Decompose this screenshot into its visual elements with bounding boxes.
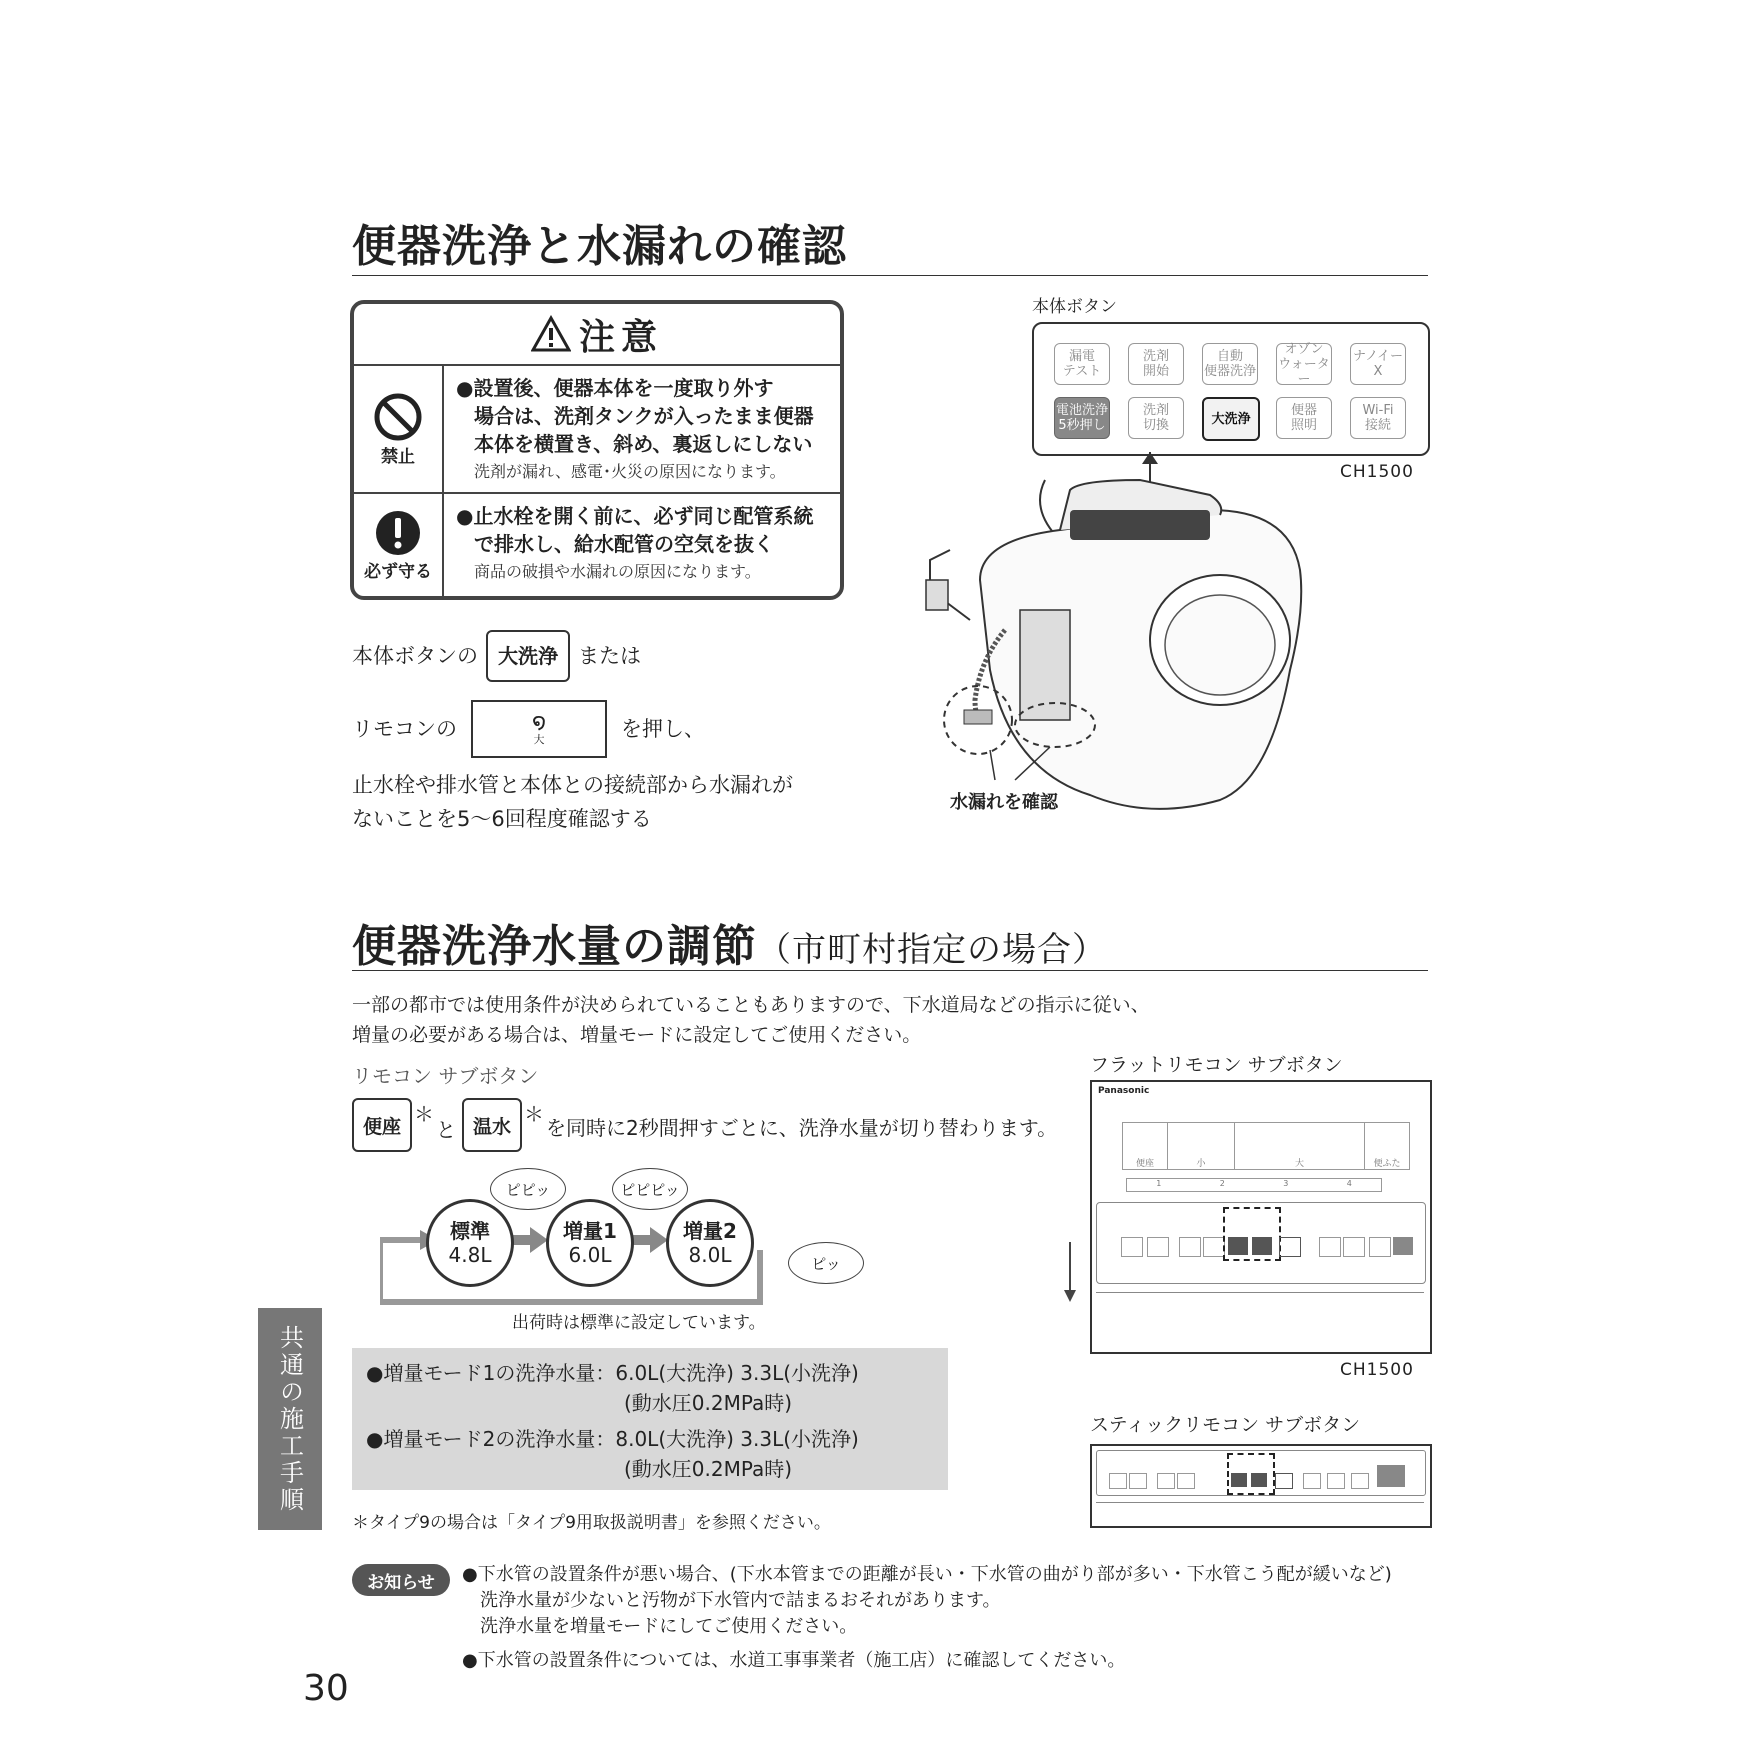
combo-instruction: 便座 ＊ と 温水 ＊ を同時に2秒間押すごとに、洗浄水量が切り替わります。 [352,1098,1057,1152]
spec-box [352,1348,948,1490]
shipping-note: 出荷時は標準に設定しています。 [512,1313,766,1333]
mode-increase2 [666,1199,754,1287]
caution-icon-cell [354,494,444,596]
mode-name: 標準 [450,1219,490,1243]
section1-title: 便器洗浄と水漏れの確認 [352,221,847,272]
caution-line: で排水し、給水配管の空気を抜く [474,532,774,556]
caution-row-prohibit [354,366,840,494]
caution-box [350,300,844,600]
section2-intro [352,990,1150,1050]
caution-line: ●止水栓を開く前に、必ず同じ配管系統 [456,504,814,528]
side-tab: 共通の施工手順 [258,1308,322,1530]
mandatory-label: 必ず守る [364,561,432,582]
toilet-illustration [920,450,1340,820]
instr-text: リモコンの [352,717,457,741]
instr-text: 本体ボタンの [352,644,478,668]
mode-volume: 8.0L [688,1243,732,1267]
panel-button: 電池洗浄 5秒押し [1054,397,1110,439]
flat-remote-keys [1122,1122,1410,1170]
notice-line: 洗浄水量が少ないと汚物が下水管内で詰まるおそれがあります。 [480,1590,1001,1611]
notice-badge: お知らせ [352,1564,450,1596]
large-flush-key: 大 [1235,1123,1365,1169]
small-flush-key: 小 [1168,1123,1235,1169]
body-button-panel [1032,322,1430,456]
instruction-line2 [352,700,705,758]
caution-header [354,304,840,366]
spec-line: (動水圧0.2MPa時) [624,1457,793,1481]
notice-line: 洗浄水量を増量モードにしてご使用ください。 [480,1616,858,1637]
caution-title: 注意 [578,316,663,358]
flat-sub-panel [1096,1202,1426,1284]
panel-button: 漏電 テスト [1054,343,1110,385]
warm-water-button-ref: 温水 [462,1098,522,1152]
instr-text: または [578,644,641,668]
title-rule [352,970,1428,971]
caution-row-mandatory [354,494,840,596]
mode-volume: 4.8L [448,1243,492,1267]
slide-down-arrow-icon [1062,1240,1078,1304]
stick-remote-label: スティックリモコン サブボタン [1090,1414,1361,1436]
spec-line: ●増量モード1の洗浄水量：6.0L(大洗浄) 3.3L(小洗浄) [366,1361,859,1385]
caution-line: 本体を横置き、斜め、裏返しにしない [474,432,813,456]
flush-swirl-icon: ໑ [531,710,547,735]
panel-button: 便器 照明 [1276,397,1332,439]
instruction-line1 [352,630,641,682]
caution-note: 商品の破損や水漏れの原因になります。 [474,562,761,581]
instr-text: を押し、 [621,717,705,741]
mode-volume: 6.0L [568,1243,612,1267]
seat-button-ref: 便座 [352,1098,412,1152]
warm-water-sub-button [1252,1237,1272,1255]
panel-button-large-flush: 大洗浄 [1202,397,1260,441]
notice-line: ●下水管の設置条件が悪い場合、(下水本管までの距離が長い・下水管の曲がり部が多い・下水管こう配が緩いなど) [462,1564,1392,1585]
footnote: ＊タイプ9の場合は「タイプ9用取扱説明書」を参照ください。 [352,1513,831,1533]
level-number: 4 [1346,1179,1352,1188]
remote-sub-label: リモコン サブボタン [352,1064,539,1088]
stick-remote [1090,1444,1432,1528]
prohibit-icon [373,392,423,442]
remote-large-flush-ref [471,700,607,758]
panel-button: オゾン ウォーター [1276,343,1332,385]
flat-remote-label: フラットリモコン サブボタン [1090,1054,1343,1076]
warning-triangle-icon [531,315,571,353]
panel-button: 洗剤 切換 [1128,397,1184,439]
mode-standard [426,1199,514,1287]
caution-line: ●設置後、便器本体を一度取り外す [456,376,774,400]
beep-bubble: ピッ [788,1242,864,1284]
seat-key: 便座 [1123,1123,1168,1169]
mode-name: 増量2 [683,1219,737,1243]
caution-line: 場合は、洗剤タンクが入ったまま便器 [474,404,814,428]
large-flush-button-ref: 大洗浄 [486,630,570,682]
remote-button-label: 大 [533,733,545,746]
title-rule [352,275,1428,276]
level-number: 2 [1219,1179,1225,1188]
panel-button: Wi-Fi 接続 [1350,397,1406,439]
instruction-line3: 止水栓や排水管と本体との接続部から水漏れが [352,773,793,797]
model-number: CH1500 [1340,462,1414,482]
section2-title-sub: （市町村指定の場合） [757,930,1107,970]
section2-title-main: 便器洗浄水量の調節 [352,921,757,972]
section2-title [352,910,1107,974]
intro-line: 増量の必要がある場合は、増量モードに設定してご使用ください。 [352,1024,922,1046]
leak-check-label: 水漏れを確認 [950,792,1058,813]
instruction-line4: ないことを5〜6回程度確認する [352,807,652,831]
seat-sub-button [1228,1237,1248,1255]
mode-increase1 [546,1199,634,1287]
spec-line: (動水圧0.2MPa時) [624,1391,793,1415]
caution-note: 洗剤が漏れ、感電･火災の原因になります。 [474,462,786,481]
flat-model-number: CH1500 [1340,1360,1414,1380]
caution-text [444,494,840,596]
page-number: 30 [303,1668,349,1709]
prohibit-label: 禁止 [381,446,415,467]
panel-label: 本体ボタン [1032,297,1117,317]
and-text: と [436,1118,456,1142]
lid-key: 便ふた [1373,1159,1401,1169]
level-number: 1 [1156,1179,1162,1188]
spec-line: ●増量モード2の洗浄水量：8.0L(大洗浄) 3.3L(小洗浄) [366,1427,859,1451]
panel-button: ナノイーX [1350,343,1406,385]
mode-name: 増量1 [563,1219,617,1243]
level-bar [1126,1178,1382,1192]
beep-bubble: ピピピッ [612,1168,688,1210]
notice-line: ●下水管の設置条件については、水道工事事業者（施工店）に確認してください。 [462,1650,1126,1671]
beep-bubble: ピピッ [490,1168,566,1210]
caution-icon-cell [354,366,444,492]
flat-remote [1090,1080,1432,1354]
panel-button: 自動 便器洗浄 [1202,343,1258,385]
intro-line: 一部の都市では使用条件が決められていることもありますので、下水道局などの指示に従い、 [352,994,1150,1016]
brand-logo: Panasonic [1098,1086,1150,1096]
panel-button: 洗剤 開始 [1128,343,1184,385]
level-number: 3 [1283,1179,1289,1188]
caution-text [444,366,840,492]
notice-text [462,1562,1392,1674]
combo-text: を同時に2秒間押すごとに、洗浄水量が切り替わります。 [546,1116,1058,1140]
mandatory-icon [374,509,422,557]
